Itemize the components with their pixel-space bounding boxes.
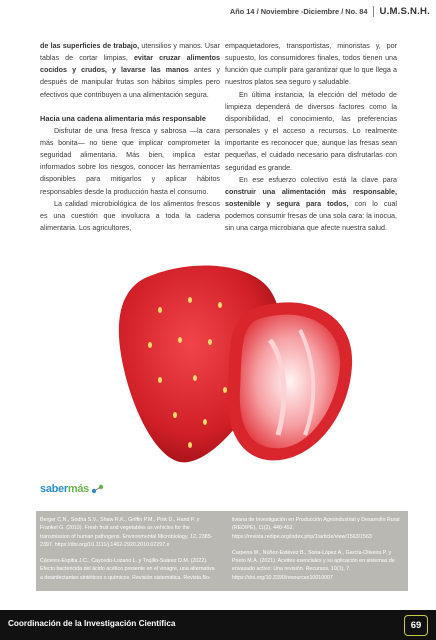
references-left xyxy=(40,516,217,590)
body-text: En ese esfuerzo colectivo está la clave para xyxy=(239,175,397,184)
left-paragraph-1 xyxy=(40,40,220,101)
bold-text: evitar cruzar alimentos cocidos y crudos, y lavarse las manos xyxy=(40,54,220,75)
right-paragraph-2: En última instancia, la elección del método de limpieza dependerá de diversos factores como la disponibilidad, el conocimiento, las preferencias personales y el acceso a recursos. Lo realmente importante es reconocer que, aunque las fresas sean pequeñas, el cuidado necesario para disfrutarlas con seguridad es grande. xyxy=(225,90,397,172)
left-column xyxy=(40,40,220,234)
body-text: antes y después de manipular frutas son hábitos simples pero efectivos que contribuyen a una alimentación segura. xyxy=(40,66,220,99)
page-header xyxy=(230,6,430,17)
body-text: utensilios y manos. Usar tablas de cortar limpias, xyxy=(40,42,220,63)
reference-item: Carpena M., Núñez-Estévez B., Soria-López A., García-Oliveira P. y Prieto M.A. (2021). Aceites esenciales y su aplicación en sistemas de envasado activo: Una revisión. Recursos, 10(1), 7. https://doi.org/10.3390/resources10010007 xyxy=(232,549,395,581)
sabermas-logo xyxy=(40,483,105,495)
references-right xyxy=(232,516,400,590)
left-paragraph-3: La calidad microbiológica de los alimentos frescos es una cuestión que involucra a toda la cadena alimentaria. Los agricultores, xyxy=(40,199,220,233)
logo-text xyxy=(40,483,89,495)
page-number: 69 xyxy=(404,615,428,636)
strawberry-illustration xyxy=(0,250,436,490)
body-text: con lo cual podemos consumir fresas de una sola cara: la inocua, sin una carga microbiana que afecte nuestra salud. xyxy=(225,200,397,233)
strawberry-half xyxy=(228,302,352,460)
right-paragraph-1: empaquetadores, transportistas, minoristas y, por supuesto, los consumidores finales, todos tienen una función que cumplir para garantizar que lo que llega a nuestros platos sea seguro y saludable. xyxy=(225,42,397,87)
reference-item: liviana de Investigación en Producción Agroindustrial y Desarrollo Rural (REDIPE), 11(2), 440-452. https://revista.redipe.org/index.php/1/article/view/1563/1563 xyxy=(232,517,400,540)
bold-text: de las superficies de trabajo, xyxy=(40,42,140,50)
page-footer xyxy=(0,610,436,640)
footer-title: Coordinación de la Investigación Científica xyxy=(8,619,176,628)
molecule-icon xyxy=(91,483,105,495)
reference-item: Berger C.N., Sodha S.V., Shaw R.K., Griffin P.M., Pink D., Hand P. y Frankel G. (2010). Fresh fruit and vegetables as vehicles for the transmission of human pathogens. Environmental Microbiology, 12, 2385-2397. https://doi.org/10.1111/j.1462-2920.2010.02297.x xyxy=(40,517,213,548)
left-paragraph-2: Disfrutar de una fresa fresca y sabrosa —la cara más bonita— no tiene que implicar comprometer la seguridad alimentaria. Más bien, implica estar informados sobre los riesgos, conocer las herramientas disponibles para mitigarlos y aplicar hábitos responsables desde la producción hasta el consumo. xyxy=(40,126,220,196)
issue-label: Año 14 / Noviembre -Diciembre / No. 84 xyxy=(229,7,368,16)
brand-label: U.M.S.N.H. xyxy=(373,6,430,17)
right-paragraph-3 xyxy=(225,174,397,235)
section-heading: Hacia una cadena alimentaria más responsable xyxy=(40,113,206,123)
logo-word-2: más xyxy=(67,483,89,495)
bold-text: construir una alimentación más responsable, sostenible y segura para todos, xyxy=(225,187,397,209)
logo-word-1: saber xyxy=(40,483,68,495)
reference-item: Cáceres-Espitia J.C., Caycedo-Lozano L. y Trujillo-Suárez D.M. (2022). Efecto bactericida del ácido acético presente en el vinagre, una alternativa a desinfectantes sintéticos o químicos. Revisión sistemática. Revista Bo- xyxy=(40,558,215,581)
right-column xyxy=(225,40,397,235)
